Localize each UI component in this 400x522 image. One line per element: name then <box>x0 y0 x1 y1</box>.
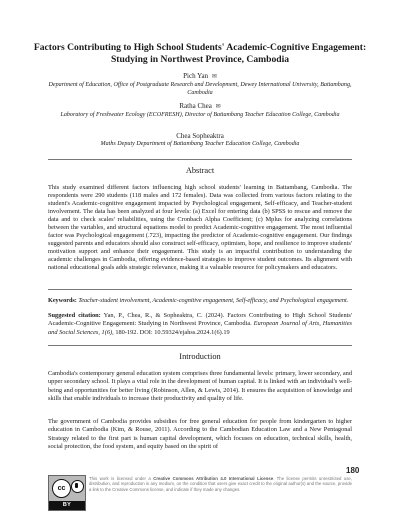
citation-journal: European Journal of Arts, Humanities and Social Sciences, 1(6), <box>48 320 353 336</box>
author-affiliation: Maths Deputy Department of Battambang Teacher Education College, Cambodia <box>100 141 300 147</box>
page-number: 180 <box>346 466 360 475</box>
keywords-list: Teacher-student involvement, Academic-cognitive engagement, Self-efficacy, and Psychological engagement. <box>78 297 349 304</box>
envelope-icon[interactable]: ✉ <box>211 74 217 80</box>
suggested-citation <box>48 312 352 337</box>
keywords <box>48 297 352 305</box>
license-link[interactable]: Creative Commons Attribution 4.0 International License <box>153 476 274 481</box>
paper-title: Factors Contributing to High School Students' Academic-Cognitive Engagement: Studying in Northwest Province, Cambodia <box>33 42 367 66</box>
divider <box>48 345 352 346</box>
person-figure <box>75 483 78 488</box>
author-block-3 <box>40 132 360 149</box>
citation-text: Yan, P., Chea, R., & Sopheaktra, C. (2024). Factors Contributing to High School Students' Academic-Cognitive Engagement: Studying in Northwest Province, Cambodia. <box>48 312 352 328</box>
author-name: Pich Yan <box>183 72 209 80</box>
license-lead: This work is licensed under a <box>89 476 151 481</box>
cc-by-license-badge[interactable] <box>48 475 86 511</box>
citation-label: Suggested citation: <box>48 312 101 319</box>
citation-pages: 180-192. DOI: 10.59324/ejahss.2024.1(6).19 <box>115 328 230 336</box>
cc-icon: cc <box>52 479 71 498</box>
author-block-2 <box>40 102 360 120</box>
intro-paragraph-2: The government of Cambodia provides subsidies for free general education for people from kindergarten to higher education in Cambodia (Kim, & Rouse, 2011). According to the Cambodian Education Law and a New Pentagonal Strategy related to the first part is human capital development, which focuses on education, technical skills, health, social protection, the food system, and equity based on the spirit of <box>48 418 352 450</box>
author-affiliation: Laboratory of Freshwater Ecology (ECOFRESH), Director of Battambang Teacher Education College, Cambodia <box>60 112 340 118</box>
abstract-text: This study examined different factors influencing high school students' learning in Battambang, Cambodia. The respondents were 290 students (118 males and 172 females). Data was collected from various factors relating to the student's Academic-cognitive engagement impacted by Psychological engagement, Self-efficacy, and Teacher-student involvement. The data has been analyzed at four levels: (a) Excel for entering data (b) SPSS to rescue and remove the data and to check scales' reliabilities, using the Cronbach Alpha Coefficient; (c) Mplus for analyzing correlations between the variables, and structural equations model to predict Academic-cognitive engagement. The most influential factor was Psychological engagement (.723), impacting the predictor of Academic-cognitive engagement. Our findings suggested parents and educators should also construct self-efficacy, optimism, hope, and resilience to improve students' motivation support and enhance their engagement. This study is an impactful contribution to understanding the academic challenges in Cambodia, offering evidence-based strategies to improve student outcomes. Its alignment with national educational goals adds strategic relevance, making it a valuable resource for policymakers and educators. <box>48 184 352 272</box>
license-body: . The license permits unrestricted use, distribution, and reproduction in any medium, on the condition that users give exact credit to the original author(s) and the source, provide a link to the Creative Commons license, and indicate if they made any changes. <box>89 476 352 492</box>
author-affiliation: Department of Education, Office of Postgraduate Research and Development, Dewey International University, Battambang, Cambodia <box>48 82 352 96</box>
author-block-1 <box>40 72 360 97</box>
abstract-heading: Abstract <box>185 166 215 175</box>
license-text <box>89 476 352 492</box>
divider <box>48 289 352 290</box>
by-label: BY <box>49 501 85 510</box>
author-name: Chea Sopheaktra <box>176 132 224 140</box>
introduction-heading: Introduction <box>179 352 221 361</box>
envelope-icon[interactable]: ✉ <box>215 104 221 110</box>
intro-paragraph-1: Cambodia's contemporary general education system comprises three fundamental levels: primary, lower secondary, and upper secondary school. It plays a vital role in the development of human capital. It is linked with an individual's well-being and opportunities for better living (Robinson, Allen, & Lewis, 2014). It ensures the acquisition of knowledge and skills that enable individuals to increase their productivity and quality of life. <box>48 370 352 402</box>
divider <box>48 159 352 160</box>
keywords-label: Keywords: <box>48 297 77 304</box>
author-name: Ratha Chea <box>179 102 212 110</box>
